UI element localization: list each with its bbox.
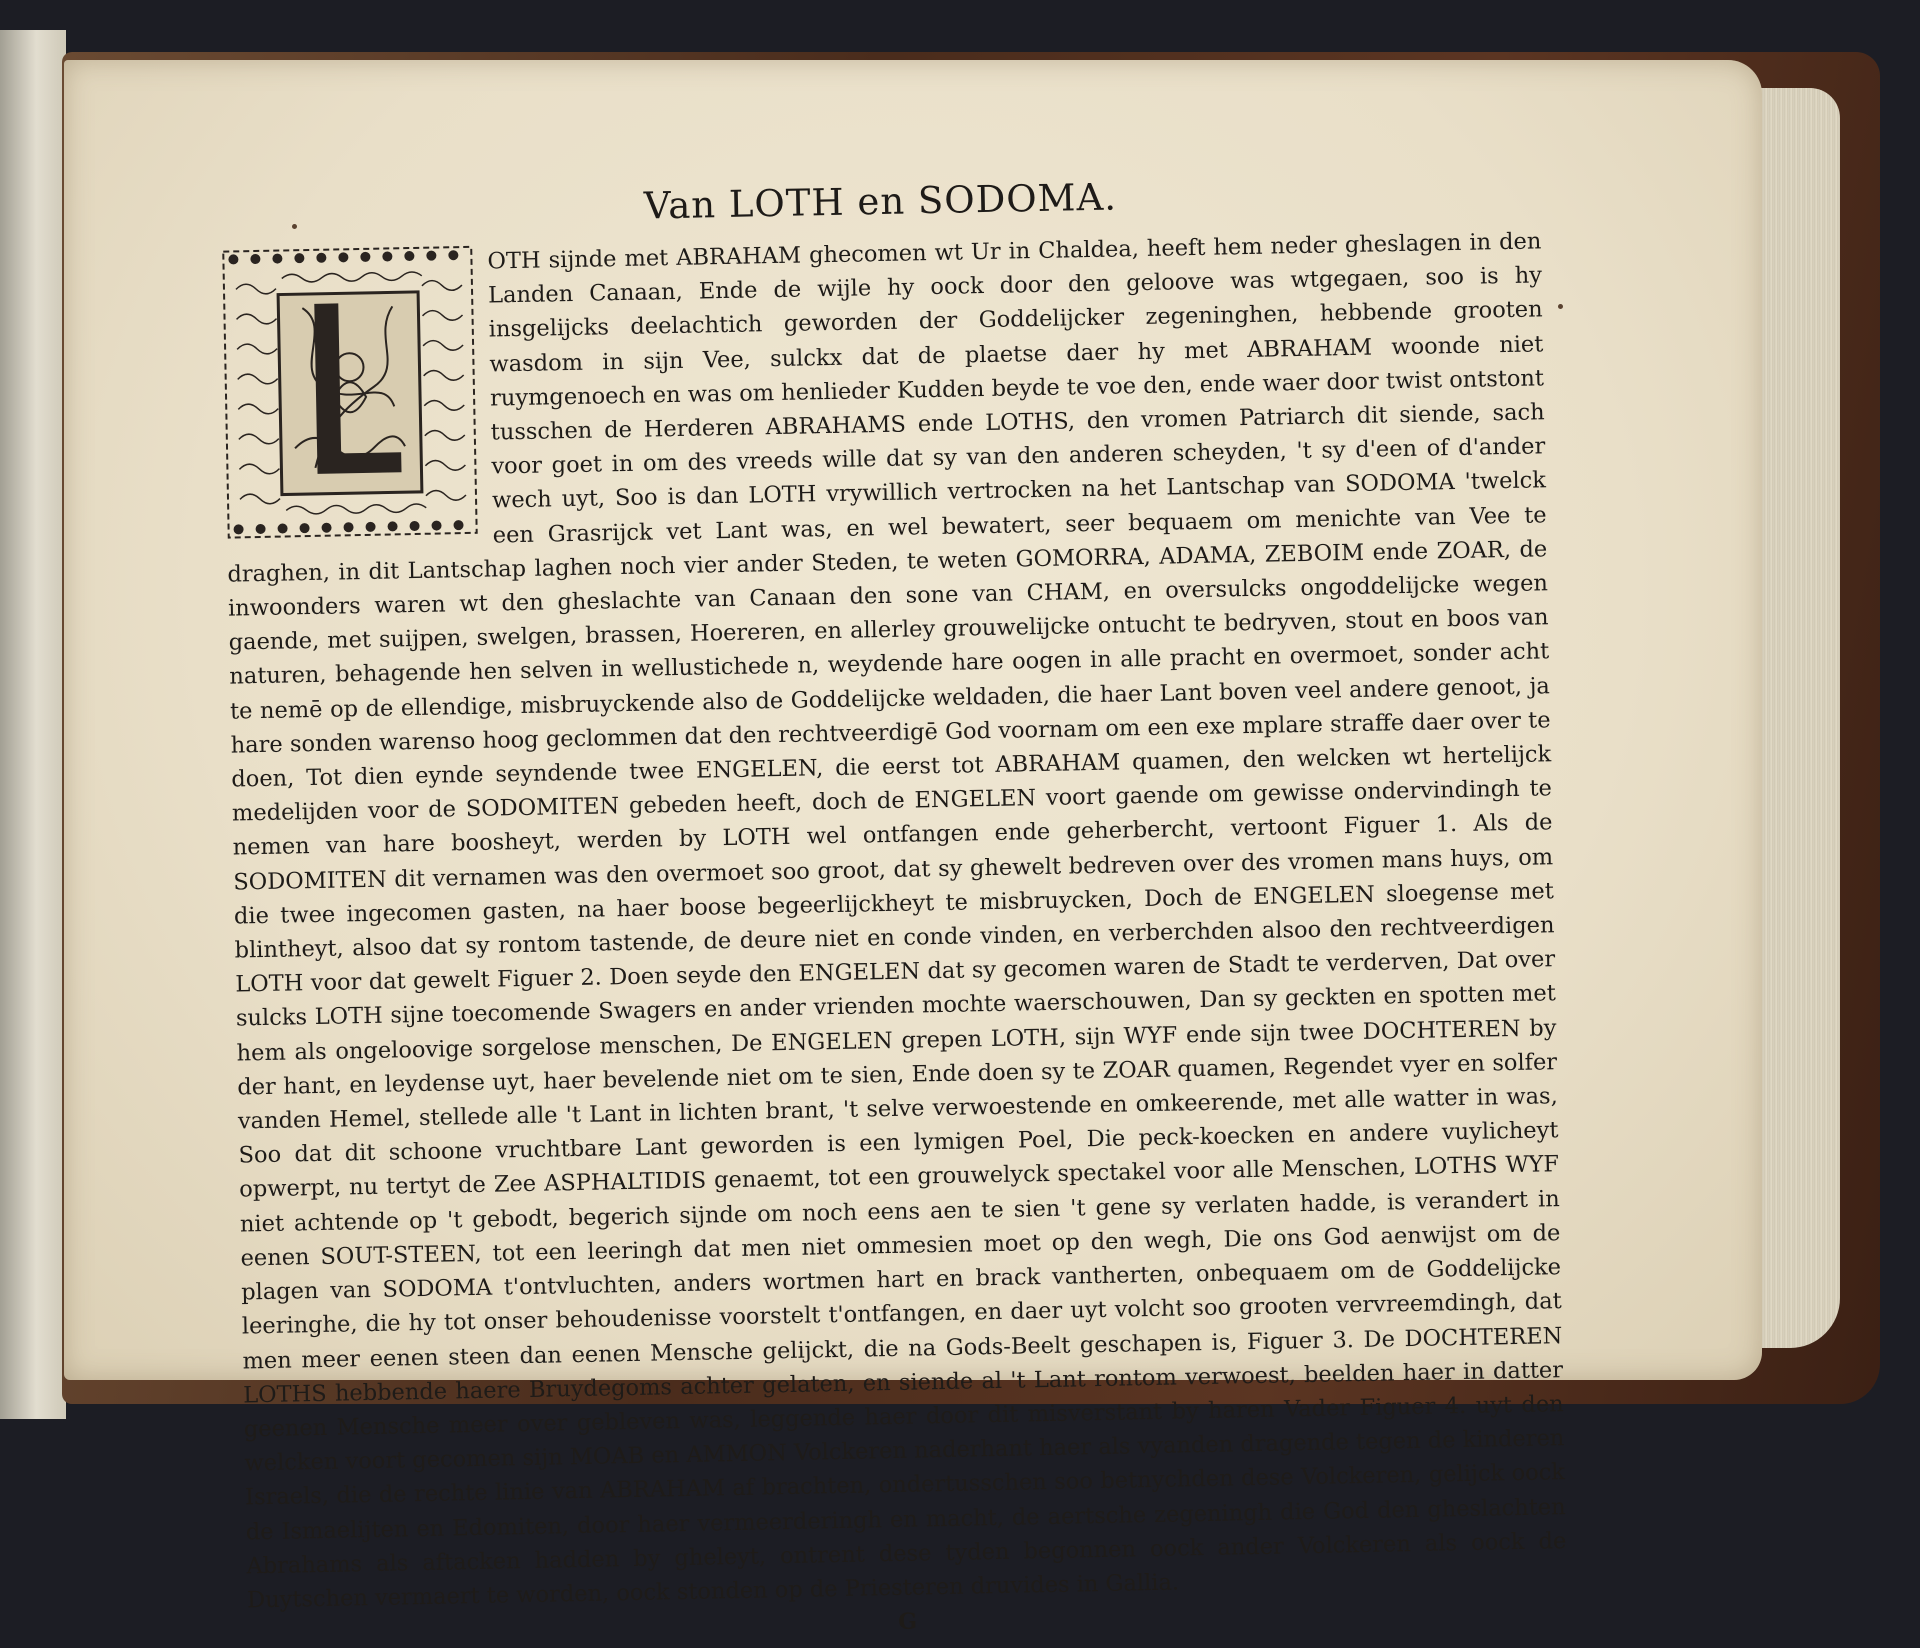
left-page-edge: [0, 30, 66, 1419]
ornament-border-icon: [221, 245, 479, 540]
signature-mark: G: [898, 1608, 918, 1636]
body-paragraph: OTH sijnde met ABRAHAM ghecomen wt Ur in Chaldea, heeft hem neder gheslagen in den Landen Canaan, Ende de wijle hy oock door den geloove was wtgegaen, soo is hy insgelijcks deelachtich geworden der Goddelijcker zegeninghen, hebbende grooten wasdom in sijn Vee, sulckx dat de plaetse daer hy met ABRAHAM woonde niet ruymgenoech en was om henlieder Kudden beyde te voe den, ende waer door twist ontstont tusschen de Herderen ABRAHAMS ende LOTHS, den vromen Patriarch dit siende, sach voor goet in om des vreeds wille dat sy van den anderen scheyden, 't sy d'een of d'ander wech uyt, Soo is dan LOTH vrywillich vertrocken na het Lantschap van SODOMA 'twelck een Grasrijck vet Lant was, en wel bewatert, seer bequaem om menichte van Vee te draghen, in dit Lantschap laghen noch vier ander Steden, te weten GOMORRA, ADAMA, ZEBOIM ende ZOAR, de inwoonders waren wt den gheslachte van Canaan den sone van CHAM, en oversulcks ongoddelijcke wegen gaende, met suijpen, swelgen, brassen, Hoereren, en allerley grouwelijcke ontucht te bedryven, stout en boos van naturen, behagende hen selven in wellustichede n, weydende hare oogen in alle pracht en overmoet, sonder acht te nemē op de ellendige, misbruyckende also de Goddelijcke weldaden, die haer Lant boven veel andere genoot, ja hare sonden warenso hoog geclommen dat den rechtveerdigē God voornam om een exe mplare straffe daer over te doen, Tot dien eynde seyndende twee ENGELEN, die eerst tot ABRAHAM quamen, den welcken wt hertelijck medelijden voor de SODOMITEN gebeden heeft, doch de ENGELEN voort gaende om gewisse ondervindingh te nemen van hare boosheyt, werden by LOTH wel ontfangen ende geherbercht, vertoont Figuer 1. Als de SODOMITEN dit vernamen was den overmoet soo groot, dat sy ghewelt bedreven over des vromen mans huys, om die twee ingecomen gasten, na haer boose begeerlijckheyt te misbruycken, Doch de ENGELEN sloegense met blintheyt, alsoo dat sy rontom tastende, de deure niet en conde vinden, en verberchden alsoo den rechtveerdigen LOTH voor dat gewelt Figuer 2. Doen seyde den ENGELEN dat sy gecomen waren de Stadt te verderven, Dat over sulcks LOTH sijne toecomende Swagers en ander vrienden mochte waerschouwen, Dan sy geckten en spotten met hem als ongeloovige sorgelose menschen, De ENGELEN grepen LOTH, sijn WYF ende sijn twee DOCHTEREN by der hant, en leydense uyt, haer bevelende niet om te sien, Ende doen sy te ZOAR quamen, Regendet vyer en solfer vanden Hemel, stellede alle 't Lant in lichten brant, 't selve verwoestende en omkeerende, met alle watter in was, Soo dat dit schoone vruchtbare Lant geworden is een lymigen Poel, Die peck-koecken en andere vuylicheyt opwerpt, nu tertyt de Zee ASPHALTIDIS genaemt, tot een grouwelyck spectakel voor alle Menschen, LOTHS WYF niet achtende op 't gebodt, begerich sijnde om noch eens aen te sien 't gene sy verlaten hadde, is verandert in eenen SOUT-STEEN, tot een leeringh dat men niet ommesien moet op den wegh, Die ons God aenwijst om de plagen van SODOMA t'ontvluchten, anders wortmen hart en brack vantherten, onbequaem om de Goddelijcke leeringhe, die hy tot onser behoudenisse voorstelt t'ontfangen, en daer uyt volcht soo grooten vervreemdingh, dat men meer eenen steen dan eenen Mensche gelijckt, die na Gods-Beelt geschapen is, Figuer 3. De DOCHTEREN LOTHS hebbende haere Bruydegoms achter gelaten, en siende al 't Lant rontom verwoest, beelden haer in datter geenen Mensche meer over gebleven was, leggende haer door dit misverstant by haren Vader Figuer 4. uyt den welcken voort gecomen sijn MOAB en AMMON Volckeren naderhant haer als vyanden dragende tegen de kinderen Israels, die de rechte linie van ABRAHAM af brachten, ondertusschen soo betnychden dese Volckeren, gelijck oock de Ismaelijten en Edomiten, door haer vermeerderingh en macht, de aertsche zegeningh die God den gheslachten Abrahams als aftacken hadden by gheleyt, ontrent dese tyden begonnen oock ander Volckeren als oock de Duytschen vermaert te worden, oock stonden op de Priesteren druvides in Gallia.: [227, 228, 1567, 1614]
page-title: Van LOTH en SODOMA.: [643, 175, 1118, 228]
page-content: [220, 167, 1568, 1647]
ornamental-dropcap: [221, 245, 479, 540]
ink-spot: [1558, 304, 1563, 309]
